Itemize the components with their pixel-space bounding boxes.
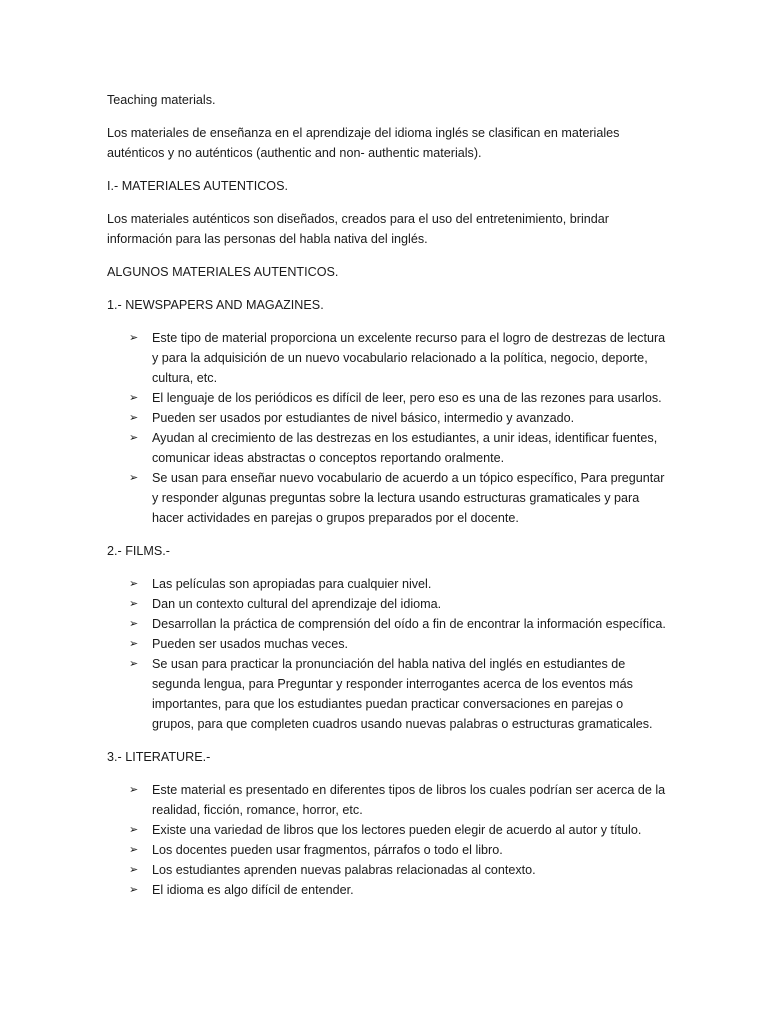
list-item-text: Este material es presentado en diferentes tipos de libros los cuales podrían ser acerca de la realidad, ficción, romance, horror, etc. <box>152 783 666 817</box>
list-item-text: Pueden ser usados por estudiantes de nivel básico, intermedio y avanzado. <box>152 411 575 425</box>
arrow-bullet-icon: ➢ <box>129 783 139 796</box>
arrow-bullet-icon: ➢ <box>129 391 139 404</box>
arrow-bullet-icon: ➢ <box>129 823 139 836</box>
arrow-bullet-icon: ➢ <box>129 597 139 610</box>
section-heading-literature: 3.- LITERATURE.- <box>107 750 211 764</box>
literature-list <box>107 780 668 900</box>
arrow-bullet-icon: ➢ <box>129 431 139 444</box>
arrow-bullet-icon: ➢ <box>129 863 139 876</box>
list-item-text: Pueden ser usados muchas veces. <box>152 637 349 651</box>
arrow-bullet-icon: ➢ <box>129 637 139 650</box>
list-item-text: Desarrollan la práctica de comprensión del oído a fin de encontrar la información específica. <box>152 617 666 631</box>
list-item <box>107 780 668 820</box>
section-description: Los materiales auténticos son diseñados, creados para el uso del entretenimiento, brindar información para las personas del habla nativa del inglés. <box>107 212 609 246</box>
list-item-text: Existe una variedad de libros que los lectores pueden elegir de acuerdo al autor y título. <box>152 823 642 837</box>
arrow-bullet-icon: ➢ <box>129 843 139 856</box>
newspapers-list <box>107 328 668 528</box>
films-list <box>107 574 668 734</box>
arrow-bullet-icon: ➢ <box>129 331 139 344</box>
arrow-bullet-icon: ➢ <box>129 617 139 630</box>
subheading: ALGUNOS MATERIALES AUTENTICOS. <box>107 265 339 279</box>
list-item <box>107 840 668 860</box>
list-item <box>107 468 668 528</box>
section-heading: I.- MATERIALES AUTENTICOS. <box>107 179 289 193</box>
list-item-text: Los docentes pueden usar fragmentos, párrafos o todo el libro. <box>152 843 503 857</box>
list-item <box>107 820 668 840</box>
arrow-bullet-icon: ➢ <box>129 883 139 896</box>
list-item-text: Dan un contexto cultural del aprendizaje del idioma. <box>152 597 442 611</box>
list-item <box>107 860 668 880</box>
arrow-bullet-icon: ➢ <box>129 657 139 670</box>
arrow-bullet-icon: ➢ <box>129 577 139 590</box>
list-item <box>107 594 668 614</box>
list-item <box>107 654 668 734</box>
list-item-text: Se usan para practicar la pronunciación del habla nativa del inglés en estudiantes de segunda lengua, para Preguntar y responder interrogantes acerca de los eventos más importantes, para que los estudiantes puedan practicar conversaciones en parejas o grupos, para que completen cuadros usando nuevas palabras o estructuras gramaticales. <box>152 657 653 731</box>
list-item-text: Se usan para enseñar nuevo vocabulario de acuerdo a un tópico específico, Para preguntar y responder algunas preguntas sobre la lectura usando estructuras gramaticales y para hacer actividades en parejas o grupos preparados por el docente. <box>152 471 665 525</box>
list-item <box>107 614 668 634</box>
intro-paragraph: Los materiales de enseñanza en el aprendizaje del idioma inglés se clasifican en materiales auténticos y no auténticos (authentic and non- authentic materials). <box>107 126 620 160</box>
section-heading-newspapers: 1.- NEWSPAPERS AND MAGAZINES. <box>107 298 324 312</box>
list-item-text: Este tipo de material proporciona un excelente recurso para el logro de destrezas de lectura y para la adquisición de un nuevo vocabulario relacionado a la política, negocio, deporte, cultura, etc. <box>152 331 666 385</box>
list-item <box>107 328 668 388</box>
list-item-text: El idioma es algo difícil de entender. <box>152 883 354 897</box>
list-item-text: El lenguaje de los periódicos es difícil de leer, pero eso es una de las rezones para usarlos. <box>152 391 662 405</box>
document-title: Teaching materials. <box>107 93 216 107</box>
list-item <box>107 574 668 594</box>
list-item-text: Ayudan al crecimiento de las destrezas en los estudiantes, a unir ideas, identificar fuentes, comunicar ideas abstractas o conceptos reportando oralmente. <box>152 431 658 465</box>
list-item-text: Las películas son apropiadas para cualquier nivel. <box>152 577 432 591</box>
arrow-bullet-icon: ➢ <box>129 411 139 424</box>
list-item <box>107 634 668 654</box>
list-item <box>107 428 668 468</box>
list-item <box>107 408 668 428</box>
list-item <box>107 388 668 408</box>
arrow-bullet-icon: ➢ <box>129 471 139 484</box>
section-heading-films: 2.- FILMS.- <box>107 544 170 558</box>
list-item <box>107 880 668 900</box>
list-item-text: Los estudiantes aprenden nuevas palabras relacionadas al contexto. <box>152 863 536 877</box>
